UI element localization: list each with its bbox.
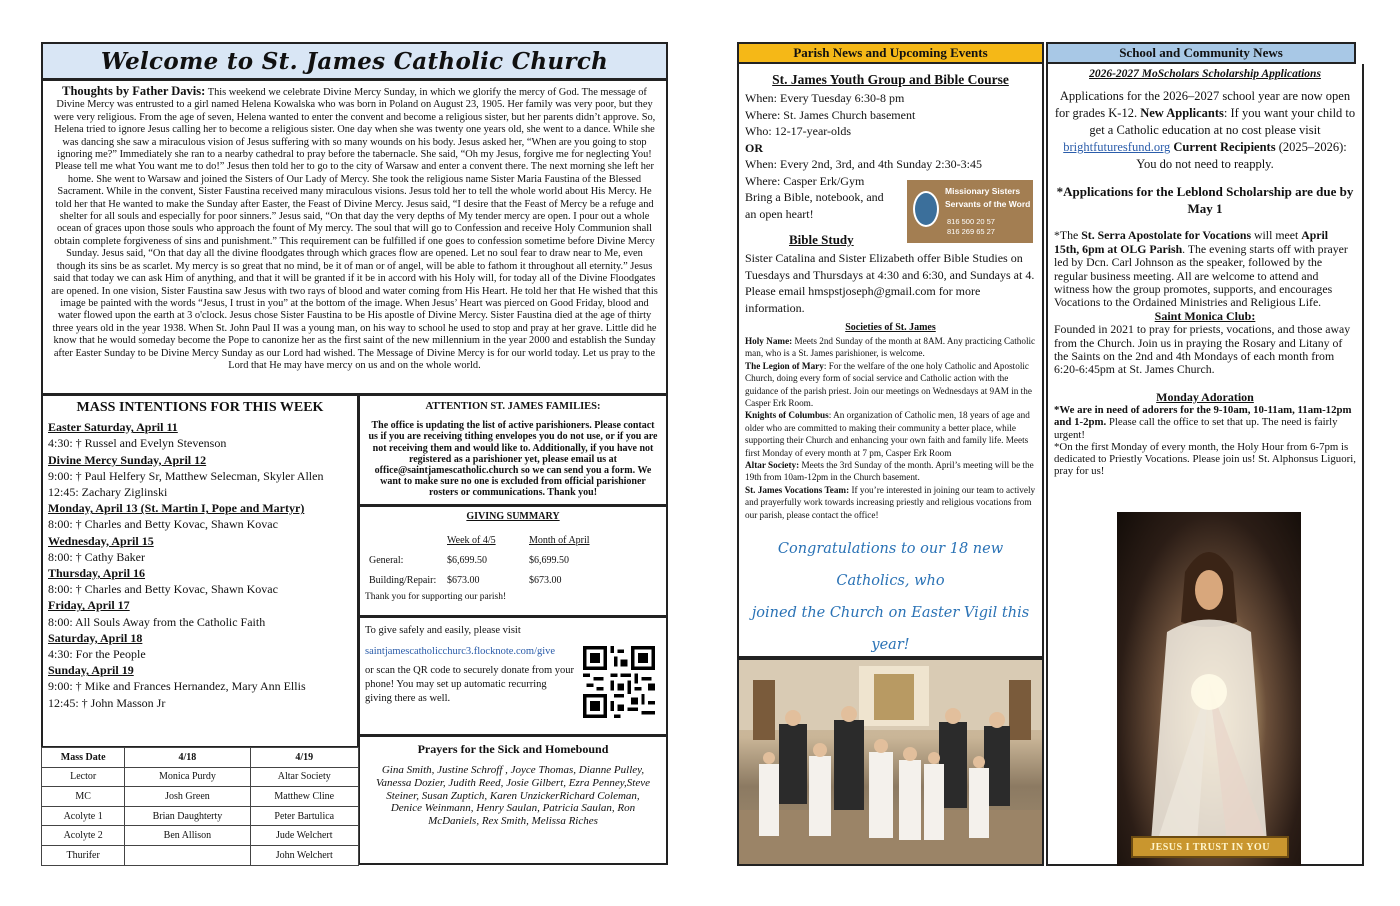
attention-title: ATTENTION ST. JAMES FAMILIES: (425, 401, 601, 412)
serra-date: April 15th, 6pm at OLG Parish (1054, 228, 1329, 256)
give-intro: To give safely and easily, please visit (365, 625, 521, 636)
moscholars-body (1054, 88, 1356, 173)
mass-intention-item: 8:00: † Charles and Betty Kovac, Shawn Kovac (48, 517, 278, 532)
give-online (358, 616, 668, 736)
mass-intention-item: 9:00: † Paul Helfery Sr, Matthew Selecman, Skyler Allen (48, 468, 324, 483)
society-item (745, 459, 1036, 484)
giving-thanks: Thank you for supporting our parish! (365, 592, 507, 602)
schedule-minister: Altar Society (250, 767, 358, 787)
ad-phone-1: 816 500 20 57 (947, 217, 995, 226)
youth-where-2: Where: Casper Erk/Gym (745, 173, 865, 188)
jesus-trust-banner: JESUS I TRUST IN YOU (1131, 836, 1289, 858)
adoration-first-monday: *On the first Monday of every month, the Holy Hour from 6-7pm is dedicated to Priestly Vocations. Please join us! St. Alphonsus Liguori, pray for us! (1054, 440, 1356, 478)
mass-intention-item: 8:00: † Cathy Baker (48, 549, 145, 564)
youth-group-title: St. James Youth Group and Bible Course (772, 72, 1009, 87)
mass-intention-item: 8:00: All Souls Away from the Catholic Faith (48, 614, 266, 629)
societies-title: Societies of St. James (845, 322, 936, 333)
society-description: : For the welfare of the one holy Catholic and Apostolic Church, doing every form of social service and Catholic action with the guidance of the parish priest. Join our meetings on Wednesdays at 9AM in the Casper Erk Room. (745, 360, 1032, 409)
divine-mercy-illustration (1117, 512, 1301, 866)
adoration-need: *We are in need of adorers for the 9-10am, 10-11am, 11am-12pm and 1-2pm. (1054, 404, 1352, 429)
mass-day-heading: Friday, April 17 (48, 598, 130, 613)
moscholars-current-text: (2025–2026): You do not need to reapply. (1136, 140, 1347, 172)
giving-table (365, 530, 594, 590)
attention-notice (358, 394, 668, 506)
schedule-role: MC (42, 787, 125, 807)
schedule-minister: Ben Allison (125, 826, 250, 846)
mass-intention-item: 4:30: For the People (48, 647, 146, 662)
mass-day-heading: Thursday, April 16 (48, 566, 146, 581)
table-row (42, 806, 359, 826)
table-row (42, 787, 359, 807)
schedule-role: Thurifer (42, 845, 125, 865)
serra-text: . The evening starts off with prayer led by Dcn. Carl Johnson as the speaker, followed by the regular business meeting. All are welcome to attend and witness how the group promotes, supports, and encourages Vocations to the Ordained Ministries and Religious Life. (1054, 241, 1348, 310)
youth-where: Where: St. James Church basement (745, 107, 916, 122)
table-row (42, 767, 359, 787)
youth-when-2: When: Every 2nd, 3rd, and 4th Sunday 2:30-3:45 (745, 157, 982, 171)
leblond-notice: *Applications for the Leblond Scholarship are due by May 1 (1056, 184, 1354, 217)
society-name: St. James Vocations Team: (745, 484, 850, 495)
serra-text: *The (1054, 228, 1082, 243)
adoration-title: Monday Adoration (1156, 389, 1254, 404)
mass-day-heading: Sunday, April 19 (48, 663, 134, 678)
mass-intention-item: 8:00: † Charles and Betty Kovac, Shawn Kovac (48, 582, 278, 597)
mass-days-list (48, 419, 352, 711)
serra-text: will meet (1251, 228, 1302, 243)
adoration-body (1054, 404, 1356, 441)
society-name: Holy Name: (745, 336, 793, 346)
prayers-section (358, 735, 668, 865)
schedule-minister: Monica Purdy (125, 767, 250, 787)
ministry-schedule (41, 747, 359, 866)
mass-day-heading: Monday, April 13 (St. Martin I, Pope and Martyr) (48, 501, 305, 516)
welcome-title: Welcome to St. James Catholic Church (41, 42, 668, 80)
mass-day-heading: Wednesday, April 15 (48, 533, 154, 548)
schedule-role: Acolyte 2 (42, 826, 125, 846)
prayers-title: Prayers for the Sick and Homebound (417, 742, 609, 756)
mass-day-heading: Divine Mercy Sunday, April 12 (48, 452, 207, 467)
thoughts-body: This weekend we celebrate Divine Mercy Sunday, in which we glorify the mercy of God. The message of Divine Mercy was entrusted to a girl named Helena Kowalska who was born in Poland on August 23, 1905. Her family was very poor, but they were very religious. From the age of seven, Helena wanted to enter the convent and become a religious sister, but her parents didn’t approve. So, Helena tried to ignore Jesus calling her to become a religious sister. One day when she was twenty one years old, she went to a dance. While she was dancing she saw a miraculous vision of Jesus suffering with so many wounds on his body. Jesus asked her, “When are you going to stop ignoring me?” Immediately she ran to a nearby cathedral to pray before the tabernacle. She said, “Oh my Jesus, forgive me for neglecting You! Please tell me what You want me to do!” Jesus then told her to go to the city of Warsaw and enter a convent there. The next morning she left her home. She went to Warsaw and joined the Sisters of Our Lady of Mercy. She took the religious name Sister Maria Faustina of the Blessed Sacrament. While in the convent, Sister Faustina received many miraculous visions. Jesus told her to tell the whole world about His Mercy. He told her that He wanted to make the Sunday after Easter, the Feast of Divine Mercy. Jesus said, “I desire that the Feast of Mercy be a refuge and shelter for all souls and especially for poor sinners.” Jesus said, “On that day the very depths of My tender mercy are open. I pour out a whole ocean of graces upon those souls who approach the fount of My mercy. The soul that will go to Confession and receive Holy Communion shall obtain complete forgiveness of sins and punishment.” This requirement can be fulfilled if one goes to confession sometime before Divine Mercy Sunday. Jesus said, “On that day all the divine floodgates through which graces flow are opened. Let no soul fear to draw near to Me, even though its sins be as scarlet. My mercy is so great that no mind, be it of man or of angel, will be able to fathom it throughout all eternity.” Jesus said that today we can ask Him of anything, and that it will be granted if it be in accord with his Holy will, for today all of the Divine Floodgates are opened. In one vision, Sister Faustina saw Jesus with two rays of blood and water coming from His Heart. He told her that He wished that this image be painted with the words “Jesus, I trust in you” at the bottom of the image. When Jesus’ Heart was pierced on Good Friday, blood and water flowed upon the earth at 3 o'clock. Jesus chose Sister Faustina to be His apostle of Divine Mercy. Sister Faustina died at the age of thirty three years old in the year 1938. When St. John Paul II was a young man, on his way to school he used to stop and pray at her grave. Little did he know that he would someday become the Pope to canonize her as the first saint of the new millennium in the year 2000 and establish the Sunday after Easter Sunday to be Divine Mercy Sunday as our Lord had wished. The Message of Divine Mercy is for our world today. Let us pray to the Lord that He may have mercy on us and on the whole world. (51, 87, 658, 371)
giving-title: GIVING SUMMARY (466, 511, 560, 522)
give-instructions: or scan the QR code to securely donate from your phone! You may set up automatic recurring giving there as well. (365, 665, 575, 704)
group-photo-illustration (739, 660, 1044, 866)
parish-news-header: Parish News and Upcoming Events (737, 42, 1044, 64)
qr-code[interactable] (580, 646, 658, 718)
giving-label: General: (369, 554, 404, 566)
schedule-minister: Josh Green (125, 787, 250, 807)
schedule-role: Acolyte 1 (42, 806, 125, 826)
thoughts-lead: Thoughts by Father Davis: (62, 84, 206, 98)
mass-intention-item: 4:30: † Russel and Evelyn Stevenson (48, 436, 227, 451)
youth-bring: Bring a Bible, notebook, and an open heart! (745, 190, 884, 221)
saint-monica-body: Founded in 2021 to pray for priests, vocations, and those away from the Church. Join us in praying the Rosary and Litany of the Saints on the 2nd and 4th Mondays of each month from 6:20-6:45pm at St. James Church. (1054, 322, 1351, 377)
schedule-minister: Matthew Cline (250, 787, 358, 807)
society-name: The Legion of Mary (745, 360, 824, 371)
give-link[interactable]: saintjamescatholicchurc3.flocknote.com/give (365, 646, 556, 657)
missionary-sisters-ad (907, 180, 1033, 243)
societies-list (745, 335, 1036, 521)
bible-study-title: Bible Study (789, 232, 854, 247)
moscholars-new-text: : If you want your child to get a Catholic education at no cost please visit (1089, 106, 1356, 138)
society-item (745, 484, 1036, 521)
brightfutures-link[interactable]: brightfuturesfund.org (1063, 140, 1171, 155)
schedule-minister: Jude Welchert (250, 826, 358, 846)
society-item (745, 360, 1036, 410)
schedule-role: Lector (42, 767, 125, 787)
mass-day-heading: Easter Saturday, April 11 (48, 420, 178, 435)
thoughts-article (41, 79, 668, 395)
society-description: : An organization of Catholic men, 18 years of age and older who are committed to making their community a better place, while supporting their Church and enhancing your own faith and family life. Meets first Monday of every month at 7 pm, Casper Erk Room (745, 410, 1030, 458)
schedule-minister (125, 845, 250, 865)
society-item (745, 409, 1036, 459)
schedule-header: 4/19 (250, 748, 358, 768)
mass-intention-item: 9:00: † Mike and Frances Hernandez, Mary Ann Ellis (48, 679, 306, 694)
society-description: If you’re interested in joining our team to actively and prayerfully work towards increasing priestly and religious vocations from our parish, please contact the office! (745, 484, 1036, 520)
schedule-minister: Brian Daughterty (125, 806, 250, 826)
society-item (745, 335, 1036, 360)
schedule-minister: Peter Bartulica (250, 806, 358, 826)
society-name: Altar Society: (745, 460, 800, 471)
parish-news-section (737, 64, 1044, 658)
school-news-header: School and Community News (1046, 42, 1356, 64)
mass-intention-item: 12:45: Zachary Ziglinski (48, 485, 168, 500)
bible-study-body: Sister Catalina and Sister Elizabeth offer Bible Studies on Tuesdays and Thursdays at 4:30 and 6:30, and Sundays at 4. Please email hmspstjoseph@gmail.com for more information. (745, 251, 1035, 315)
table-row (42, 826, 359, 846)
ministry-table (41, 747, 359, 866)
giving-col-month: Month of April (529, 534, 590, 546)
mass-intentions (41, 394, 359, 748)
moscholars-title: 2026-2027 MoScholars Scholarship Applications (1089, 68, 1321, 80)
ad-phone-2: 816 269 65 27 (947, 227, 995, 236)
current-recipients-label: Current Recipients (1170, 140, 1276, 155)
schedule-minister: John Welchert (250, 845, 358, 865)
saint-monica-title: Saint Monica Club: (1154, 308, 1256, 323)
new-applicants-label: New Applicants (1140, 106, 1224, 121)
mass-day-heading: Saturday, April 18 (48, 630, 143, 645)
table-row (365, 570, 594, 590)
giving-week-value: $6,699.50 (447, 554, 487, 566)
sisters-logo-icon (913, 191, 939, 227)
youth-when: When: Every Tuesday 6:30-8 pm (745, 91, 905, 105)
table-row (365, 550, 594, 570)
serra-notice (1054, 229, 1356, 309)
giving-label: Building/Repair: (369, 574, 437, 586)
giving-col-week: Week of 4/5 (447, 534, 496, 546)
attention-body: The office is updating the list of active parishioners. Please contact us if you are receiving tithing envelopes you do not use, or if you are not receiving them and would like to. Additionally, if you have not registered as a parishioner yet, please email us at office@saintjamescatholic.church so we can send you a form. We want to make sure no one is excluded from official parishioner rosters or communications. Thank you! (368, 420, 658, 499)
schedule-header: 4/18 (125, 748, 250, 768)
schedule-header: Mass Date (42, 748, 125, 768)
giving-summary (358, 505, 668, 617)
giving-month-value: $673.00 (529, 574, 562, 586)
youth-who: Who: 12-17-year-olds (745, 124, 852, 138)
easter-vigil-photo (737, 658, 1044, 866)
society-description: Meets the 3rd Sunday of the month. April’s meeting will be the 19th from 10am-12pm in the Church basement. (745, 460, 1034, 483)
mass-intention-item: 12:45: † John Masson Jr (48, 695, 166, 710)
ad-title-2: Servants of the Word (945, 199, 1031, 209)
youth-or: OR (745, 140, 763, 155)
giving-week-value: $673.00 (447, 574, 480, 586)
mass-intentions-title: MASS INTENTIONS FOR THIS WEEK (76, 400, 324, 415)
giving-month-value: $6,699.50 (529, 554, 569, 566)
adoration-call: Please call the office to set that up. The need is fairly urgent! (1054, 416, 1338, 441)
serra-name: St. Serra Apostolate for Vocations (1081, 228, 1252, 243)
ad-title-1: Missionary Sisters (945, 186, 1021, 196)
table-row (42, 845, 359, 865)
society-name: Knights of Columbus (745, 410, 829, 421)
prayers-names: Gina Smith, Justine Schroff , Joyce Thomas, Dianne Pulley, Vanessa Dozier, Judith Reed, Josie Gilbert, Ezra Penney,Steve Steiner, Susan Zuptich, Karen UnzickerRichard Coleman, Denice Weinmann, Henry Saulan, Patricia Saulan, Ron McDaniels, Rex Smith, Melissa Riches (375, 764, 651, 828)
divine-mercy-image (1117, 512, 1301, 866)
congrats-line-1: Congratulations to our 18 new Catholics, who (777, 541, 1004, 590)
moscholars-intro: Applications for the 2026–2027 school year are now open for grades K-12. (1054, 89, 1351, 121)
society-description: Meets 2nd Sunday of the month at 8AM. Any practicing Catholic man, who is a St. James parishioner, is welcome. (745, 336, 1036, 359)
congrats-line-2: joined the Church on Easter Vigil this year! (751, 605, 1030, 654)
